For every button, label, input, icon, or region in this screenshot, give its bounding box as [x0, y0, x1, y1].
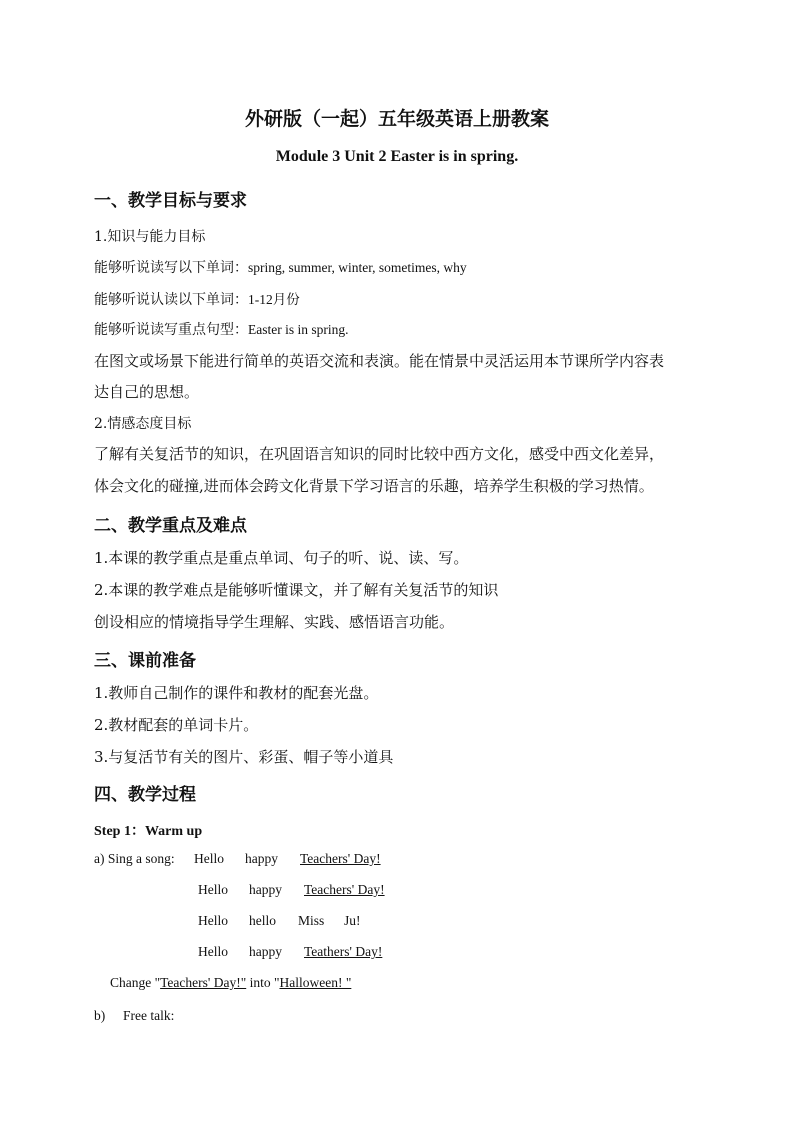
- document-title: 外研版（一起）五年级英语上册教案: [244, 108, 549, 130]
- song-word: Miss: [298, 913, 325, 928]
- section-heading-objectives: 一、教学目标与要求: [94, 191, 247, 211]
- change-to: Halloween! ": [279, 975, 352, 990]
- objective-words: spring, summer, winter, sometimes, why: [248, 260, 467, 275]
- objective-line-months: [94, 288, 300, 309]
- change-instruction: [110, 975, 351, 991]
- change-prefix: Change ": [110, 975, 161, 990]
- objective-line-sentence: [94, 319, 349, 339]
- objective-words: 1-12月份: [248, 292, 300, 307]
- subheading-knowledge: 1.知识与能力目标: [94, 229, 206, 245]
- step-heading: Step 1：Warm up: [94, 824, 203, 839]
- song-word: happy: [245, 851, 278, 866]
- song-word: Ju!: [344, 913, 361, 928]
- song-prefix: a) Sing a song:: [94, 851, 175, 866]
- objective-line-words: [94, 257, 467, 277]
- song-word: Hello: [198, 944, 228, 959]
- song-word: hello: [249, 913, 276, 928]
- song-word-underlined: Teachers' Day!: [304, 882, 385, 897]
- paragraph-line: 在图文或场景下能进行简单的英语交流和表演。能在情景中灵活运用本节课所学内容表: [94, 352, 665, 370]
- song-word-underlined: Teachers' Day!: [300, 851, 381, 866]
- paragraph-line: 了解有关复活节的知识，在巩固语言知识的同时比较中西方文化，感受中西文化差异，: [94, 445, 665, 463]
- objective-label: 能够听说读写重点句型：: [94, 322, 248, 338]
- free-talk-text: Free talk:: [123, 1008, 175, 1023]
- paragraph-line: 达自己的思想。: [94, 383, 200, 401]
- song-word: happy: [249, 944, 282, 959]
- objective-label: 能够听说认读以下单词：: [94, 292, 248, 308]
- paragraph-line: 1.教师自己制作的课件和教材的配套光盘。: [94, 684, 379, 702]
- song-word: Hello: [194, 851, 224, 866]
- section-heading-process: 四、教学过程: [94, 785, 196, 805]
- section-heading-preparation: 三、课前准备: [94, 651, 196, 671]
- song-word: Hello: [198, 913, 228, 928]
- change-from: Teachers' Day!": [160, 975, 247, 990]
- document-subtitle: Module 3 Unit 2 Easter is in spring.: [275, 148, 519, 165]
- objective-label: 能够听说读写以下单词：: [94, 260, 248, 276]
- subheading-attitude: 2.情感态度目标: [94, 416, 192, 432]
- section-heading-key-points: 二、教学重点及难点: [94, 516, 247, 536]
- paragraph-line: 3.与复活节有关的图片、彩蛋、帽子等小道具: [94, 748, 394, 766]
- song-word: Hello: [198, 882, 228, 897]
- free-talk-label: b): [94, 1008, 106, 1023]
- paragraph-line: 1.本课的教学重点是重点单词、句子的听、说、读、写。: [94, 549, 469, 567]
- song-word-underlined: Teathers' Day!: [304, 944, 383, 959]
- song-word: happy: [249, 882, 282, 897]
- objective-sentence: Easter is in spring.: [248, 322, 349, 337]
- change-mid: into ": [246, 975, 280, 990]
- paragraph-line: 体会文化的碰撞,进而体会跨文化背景下学习语言的乐趣，培养学生积极的学习热情。: [94, 477, 654, 495]
- paragraph-line: 创设相应的情境指导学生理解、实践、感悟语言功能。: [94, 613, 455, 631]
- paragraph-line: 2.教材配套的单词卡片。: [94, 716, 259, 734]
- paragraph-line: 2.本课的教学难点是能够听懂课文，并了解有关复活节的知识: [94, 581, 499, 599]
